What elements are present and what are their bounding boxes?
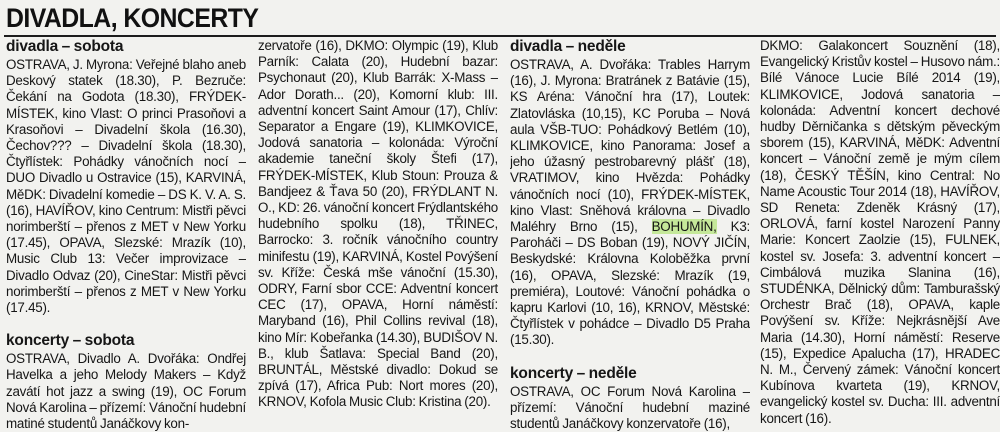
title-rule [4,35,996,37]
column-2 [258,38,498,411]
highlighted-town: BOHUMÍN, [651,219,717,235]
listing-concerts-sunday-cont: DKMO: Galakoncert Souznění (18), Evangelický Kristův kostel – Husovo nám.: Bílé Vánoce Lucie Bílé 2014 (19), KLIMKOVICE, Jodová sanatoria – kolonáda: Adventní koncert dechové hudby Děrničanka s dětským pěveckým sborem (15), KARVINÁ, MěDK: Adventní koncert – Vánoční země je mým cílem (18), ČESKÝ TĚŠÍN, kino Central: No Name Acoustic Tour 2014 (18), HAVÍŘOV, SD Reneta: Zdeněk Krásný (17), ORLOVÁ, farní kostel Narození Panny Marie: Koncert Zaolzie (15), FULNEK, kostel sv. Josefa: 3. adventní koncert – Cimbálová muzika Slanina (16), STUDÉNKA, Dělnický dům: Tamburašský Orchestr Brač (18), OPAVA, kaple Povýšení sv. Kříže: Nejkrásnější Ave Maria (14.30), Horní náměstí: Reserve (15), Expedice Apalucha (17), HRADEC N. M., Červený zámek: Vánoční koncert Kubínova kvarteta (19), KRNOV, evangelický kostel sv. Ducha: III. adventní koncert (16). [760,38,1000,426]
section-heading-concerts-sunday: koncerty – neděle [510,364,637,382]
section-heading-theatre-sunday: divadla – neděle [510,38,626,55]
section-heading-concerts-saturday: koncerty – sobota [6,332,135,350]
listing-theatre-sunday [510,57,750,349]
listing-concerts-saturday: OSTRAVA, Divadlo A. Dvořáka: Ondřej Havelka a jeho Melody Makers – Když zavátí hot jazz a swing (19), OC Forum Nová Karolina – přízemí: Vánoční hudební matiné studentů Janáčkovy kon- [6,351,246,432]
column-4 [760,38,1000,427]
section-gap [6,316,246,332]
section-gap [510,349,750,365]
listing-theatre-sunday-part1: OSTRAVA, A. Dvořáka: Trables Harrym (16), J. Myrona: Bratránek z Batávie (15), KS Aréna: Vánoční hra (17), Loutek: Zlatovláska (10,15), KC Poruba – Nová aula VŠB-TUO: Pohádkový Betlém (10), KLIMKOVICE, kino Panorama: Josef a jeho úžasný pestrobarevný plášť (18), VRATIMOV, kino Hvězda: Pohádky vánočních nocí (10), FRÝDEK-MÍSTEK, kino Vlast: Sněhová královna – Divadlo Maléhry Brno (15), [510,57,750,235]
column-1 [6,38,246,432]
section-heading-theatre-saturday: divadla – sobota [6,38,124,55]
column-3 [510,38,750,432]
page-title: DIVADLA, KONCERTY [6,3,259,33]
listing-theatre-sunday-part2: K3: Paroháči – DS Boban (19), NOVÝ JIČÍN, Beskydské: Královna Koloběžka první (16), OPAVA, Slezské: Mrazík (19, premiéra), Loutové: Vánoční pohádka o kapru Karlovi (10, 16), KRNOV, Městské: Čtyřlístek v pohádce – Divadlo D5 Praha (15.30). [510,219,750,348]
listing-theatre-saturday: OSTRAVA, J. Myrona: Veřejné blaho aneb Deskový statek (18.30), P. Bezruče: Čekání na Godota (18.30), FRÝDEK-MÍSTEK, kino Vlast: O princi Prasoňovi a Krasoňovi – Divadelní škola (16.30), Čechov??? – Divadelní škola (18.30), Čtyřlístek: Pohádky vánočních nocí – DUO Divadlo u Ostravice (15), KARVINÁ, MěDK: Divadelní komedie – DS K. V. A. S. (16), HAVÍŘOV, kino Centrum: Mistři pěvci norimberští – přenos z MET v New Yorku (17.45), OPAVA, Slezské: Mrazík (10), Music Club 13: Večer improvizace – Divadlo Odvaz (20), CineStar: Mistři pěvci norimberští – přenos z MET v New Yorku (17.45). [6,57,246,316]
listing-concerts-sunday: OSTRAVA, OC Forum Nová Karolina – přízemí: Vánoční hudební maziné studentů Janáčkovy konzervatoře (16), [510,383,750,432]
listing-concerts-saturday-cont: zervatoře (16), DKMO: Olympic (19), Klub Parník: Calata (20), Hudební bazar: Psychonaut (20), Klub Barrák: X-Mass – Ador Dorath... (20), Komorní klub: III. adventní koncert Saint Amour (17), Chlív: Separator a Engare (19), KLIMKOVICE, Jodová sanatoria – kolonáda: Výroční akademie taneční školy Štefi (17), FRÝDEK-MÍSTEK, Klub Stoun: Prouza & Bandjeez & Ťava 50 (20), FRÝDLANT N. O., KD: 26. vánoční koncert Frýdlantského hudebního spolku (18), TŘINEC, Barrocko: 3. ročník vánočního country minifestu (19), KARVINÁ, Kostel Povýšení sv. Kříže: Česká mše vánoční (15.30), ODRY, Farní sbor CCE: Adventní koncert CEC (17), OPAVA, Horní náměstí: Maryband (16), Phil Collins revival (18), kino Mír: Kobeřanka (14.30), BUDIŠOV N. B., klub Šatlava: Special Band (20), BRUNTÁL, Městské divadlo: Dokud se zpívá (17), Africa Pub: Nort mores (20), KRNOV, Kofola Music Club: Kristina (20). [258,38,498,410]
